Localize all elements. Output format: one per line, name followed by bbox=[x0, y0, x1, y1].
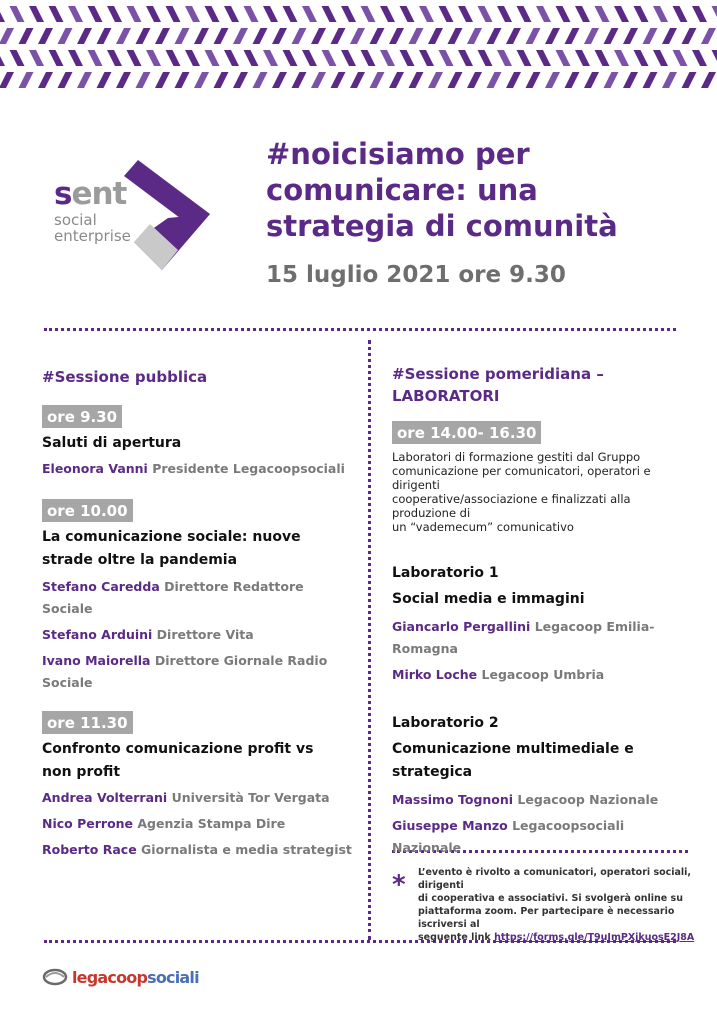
pattern-stroke bbox=[107, 6, 122, 22]
pattern-stroke bbox=[311, 72, 326, 88]
registration-link[interactable]: https://forms.gle/T9uJmPXjkuosE2J8A bbox=[494, 932, 695, 943]
pattern-stroke bbox=[49, 6, 64, 22]
pattern-stroke bbox=[244, 6, 259, 22]
pattern-stroke bbox=[556, 6, 571, 22]
pattern-stroke bbox=[38, 72, 53, 88]
pattern-stroke bbox=[545, 72, 560, 88]
time-label: ore 9.30 bbox=[42, 405, 122, 428]
pattern-stroke bbox=[448, 72, 463, 88]
public-session-heading: #Sessione pubblica bbox=[42, 368, 208, 386]
pattern-stroke bbox=[682, 72, 697, 88]
pattern-stroke bbox=[77, 72, 92, 88]
page-title bbox=[266, 136, 686, 244]
pattern-stroke bbox=[517, 50, 532, 66]
pattern-stroke bbox=[224, 6, 239, 22]
pattern-stroke bbox=[634, 50, 649, 66]
pattern-stroke bbox=[487, 72, 502, 88]
pattern-stroke bbox=[322, 50, 337, 66]
pattern-stroke bbox=[526, 72, 541, 88]
pattern-stroke bbox=[643, 72, 658, 88]
pattern-stroke bbox=[19, 72, 34, 88]
pattern-stroke bbox=[370, 28, 385, 44]
pattern-stroke bbox=[272, 28, 287, 44]
pattern-stroke bbox=[536, 50, 551, 66]
pattern-stroke bbox=[233, 28, 248, 44]
speaker: Stefano Caredda Direttore Redattore Sociale bbox=[42, 579, 304, 616]
pattern-stroke bbox=[380, 6, 395, 22]
pattern-stroke bbox=[194, 72, 209, 88]
lab-label: Laboratorio 2 bbox=[392, 715, 499, 731]
pattern-stroke bbox=[331, 28, 346, 44]
logo-enterprise-text: enterprise bbox=[54, 227, 131, 245]
pattern-stroke bbox=[155, 72, 170, 88]
pattern-stroke bbox=[409, 72, 424, 88]
event-date: 15 luglio 2021 ore 9.30 bbox=[266, 262, 566, 288]
talk-title: La comunicazione sociale: nuove strade oltre la pandemia bbox=[42, 529, 301, 568]
session-block bbox=[42, 499, 362, 694]
pattern-stroke bbox=[682, 28, 697, 44]
pattern-stroke bbox=[478, 6, 493, 22]
pattern-stroke bbox=[653, 6, 668, 22]
top-divider bbox=[44, 328, 676, 331]
speaker: Roberto Race Giornalista e media strategist bbox=[42, 842, 352, 857]
afternoon-session bbox=[392, 363, 692, 859]
pattern-stroke bbox=[526, 28, 541, 44]
pattern-stroke bbox=[604, 72, 619, 88]
labs-description: Laboratori di formazione gestiti dal Gruppo comunicazione per comunicatori, operatori e dirigenti cooperative/associazione e finalizzati alla produzione di un “vademecum” comunicativo bbox=[392, 450, 651, 534]
pattern-stroke bbox=[107, 50, 122, 66]
pattern-stroke bbox=[517, 6, 532, 22]
logo-social-text: social bbox=[54, 211, 97, 229]
pattern-stroke bbox=[29, 50, 44, 66]
pattern-stroke bbox=[88, 50, 103, 66]
public-session bbox=[42, 366, 362, 861]
lab-title: Social media e immagini bbox=[392, 591, 585, 607]
pattern-stroke bbox=[283, 6, 298, 22]
pattern-stroke bbox=[136, 28, 151, 44]
pattern-stroke bbox=[49, 50, 64, 66]
pattern-stroke bbox=[68, 6, 83, 22]
pattern-stroke bbox=[127, 50, 142, 66]
pattern-stroke bbox=[116, 72, 131, 88]
speaker: Giuseppe Manzo Legacoopsociali Nazionale bbox=[392, 818, 625, 855]
pattern-stroke bbox=[263, 50, 278, 66]
decorative-chevron-pattern bbox=[0, 0, 717, 96]
lab-block bbox=[392, 562, 692, 686]
pattern-stroke bbox=[712, 50, 717, 66]
speaker: Massimo Tognoni Legacoop Nazionale bbox=[392, 792, 659, 807]
event-note: L’evento è rivolto a comunicatori, operatori sociali, dirigenti di cooperativa e associativi. Si svolgerà online su piattaforma zoom. Per partecipare è necessario iscriversi al seguente link https://forms.gle/T9uJmPXjkuosE2J8A bbox=[418, 867, 695, 943]
legacoopsociali-logo: legacoopsociali bbox=[42, 966, 199, 988]
pattern-stroke bbox=[653, 50, 668, 66]
pattern-stroke bbox=[662, 72, 677, 88]
pattern-stroke bbox=[185, 6, 200, 22]
pattern-stroke bbox=[595, 50, 610, 66]
legacoop-logo-icon bbox=[42, 967, 68, 987]
pattern-stroke bbox=[185, 50, 200, 66]
asterisk-icon: * bbox=[392, 870, 406, 900]
pattern-stroke bbox=[439, 6, 454, 22]
pattern-stroke bbox=[214, 72, 229, 88]
pattern-stroke bbox=[341, 6, 356, 22]
pattern-stroke bbox=[419, 50, 434, 66]
pattern-stroke bbox=[662, 28, 677, 44]
pattern-stroke bbox=[205, 6, 220, 22]
lab-label: Laboratorio 1 bbox=[392, 565, 499, 581]
pattern-stroke bbox=[497, 6, 512, 22]
pattern-stroke bbox=[380, 50, 395, 66]
lab-block bbox=[392, 712, 692, 859]
pattern-stroke bbox=[467, 72, 482, 88]
pattern-stroke bbox=[155, 28, 170, 44]
pattern-stroke bbox=[536, 6, 551, 22]
pattern-stroke bbox=[97, 28, 112, 44]
pattern-stroke bbox=[448, 28, 463, 44]
pattern-stroke bbox=[400, 6, 415, 22]
pattern-stroke bbox=[175, 28, 190, 44]
talk-title: Saluti di apertura bbox=[42, 435, 182, 451]
pattern-stroke bbox=[692, 50, 707, 66]
pattern-stroke bbox=[136, 72, 151, 88]
pattern-stroke bbox=[0, 50, 5, 66]
pattern-stroke bbox=[10, 50, 25, 66]
pattern-stroke bbox=[673, 50, 688, 66]
pattern-stroke bbox=[263, 6, 278, 22]
pattern-stroke bbox=[643, 28, 658, 44]
pattern-stroke bbox=[497, 50, 512, 66]
lab-title: Comunicazione multimediale e strategica bbox=[392, 741, 634, 780]
pattern-stroke bbox=[565, 28, 580, 44]
pattern-stroke bbox=[487, 28, 502, 44]
title-line-3: strategia di comunità bbox=[266, 209, 618, 243]
pattern-stroke bbox=[146, 6, 161, 22]
time-label: ore 10.00 bbox=[42, 499, 133, 522]
pattern-stroke bbox=[127, 6, 142, 22]
pattern-stroke bbox=[623, 28, 638, 44]
pattern-stroke bbox=[322, 6, 337, 22]
pattern-stroke bbox=[58, 72, 73, 88]
speaker: Mirko Loche Legacoop Umbria bbox=[392, 667, 605, 682]
pattern-stroke bbox=[194, 28, 209, 44]
pattern-stroke bbox=[292, 28, 307, 44]
pattern-stroke bbox=[58, 28, 73, 44]
pattern-stroke bbox=[214, 28, 229, 44]
pattern-stroke bbox=[419, 6, 434, 22]
column-divider bbox=[368, 340, 371, 940]
pattern-stroke bbox=[634, 6, 649, 22]
pattern-stroke bbox=[458, 6, 473, 22]
pattern-stroke bbox=[556, 50, 571, 66]
pattern-stroke bbox=[77, 28, 92, 44]
pattern-stroke bbox=[458, 50, 473, 66]
pattern-stroke bbox=[311, 28, 326, 44]
pattern-stroke bbox=[233, 72, 248, 88]
title-line-1: #noicisiamo per bbox=[266, 137, 530, 171]
pattern-stroke bbox=[428, 28, 443, 44]
pattern-stroke bbox=[272, 72, 287, 88]
pattern-stroke bbox=[604, 28, 619, 44]
pattern-stroke bbox=[116, 28, 131, 44]
pattern-stroke bbox=[361, 6, 376, 22]
pattern-stroke bbox=[409, 28, 424, 44]
speaker: Andrea Volterrani Università Tor Vergata bbox=[42, 790, 330, 805]
speaker: Giancarlo Pergallini Legacoop Emilia- Romagna bbox=[392, 619, 655, 656]
talk-title: Confronto comunicazione profit vs non profit bbox=[42, 741, 314, 780]
pattern-stroke bbox=[389, 28, 404, 44]
pattern-stroke bbox=[692, 6, 707, 22]
pattern-stroke bbox=[302, 6, 317, 22]
pattern-stroke bbox=[701, 72, 716, 88]
pattern-stroke bbox=[19, 28, 34, 44]
pattern-stroke bbox=[439, 50, 454, 66]
pattern-stroke bbox=[361, 50, 376, 66]
pattern-stroke bbox=[575, 50, 590, 66]
pattern-stroke bbox=[545, 28, 560, 44]
pattern-stroke bbox=[389, 72, 404, 88]
time-label: ore 11.30 bbox=[42, 711, 133, 734]
pattern-stroke bbox=[341, 50, 356, 66]
speaker: Nico Perrone Agenzia Stampa Dire bbox=[42, 816, 286, 831]
pattern-stroke bbox=[350, 72, 365, 88]
pattern-stroke bbox=[331, 72, 346, 88]
session-block bbox=[42, 405, 362, 480]
pattern-stroke bbox=[614, 6, 629, 22]
afternoon-session-heading: #Sessione pomeridiana – LABORATORI bbox=[392, 365, 604, 405]
pattern-stroke bbox=[595, 6, 610, 22]
pattern-stroke bbox=[292, 72, 307, 88]
pattern-stroke bbox=[175, 72, 190, 88]
pattern-stroke bbox=[205, 50, 220, 66]
pattern-stroke bbox=[584, 28, 599, 44]
pattern-stroke bbox=[506, 28, 521, 44]
pattern-stroke bbox=[166, 50, 181, 66]
pattern-stroke bbox=[253, 28, 268, 44]
pattern-stroke bbox=[146, 50, 161, 66]
pattern-stroke bbox=[38, 28, 53, 44]
pattern-stroke bbox=[0, 28, 14, 44]
pattern-stroke bbox=[584, 72, 599, 88]
speaker: Ivano Maiorella Direttore Giornale Radio Sociale bbox=[42, 653, 328, 690]
pattern-stroke bbox=[467, 28, 482, 44]
title-line-2: comunicare: una bbox=[266, 173, 538, 207]
pattern-stroke bbox=[428, 72, 443, 88]
pattern-stroke bbox=[575, 6, 590, 22]
pattern-stroke bbox=[253, 72, 268, 88]
pattern-stroke bbox=[68, 50, 83, 66]
pattern-stroke bbox=[565, 72, 580, 88]
pattern-stroke bbox=[0, 72, 14, 88]
pattern-stroke bbox=[623, 72, 638, 88]
pattern-stroke bbox=[166, 6, 181, 22]
pattern-stroke bbox=[88, 6, 103, 22]
pattern-stroke bbox=[29, 6, 44, 22]
pattern-stroke bbox=[506, 72, 521, 88]
pattern-stroke bbox=[283, 50, 298, 66]
session-block bbox=[42, 711, 362, 861]
pattern-stroke bbox=[10, 6, 25, 22]
speaker: Stefano Arduini Direttore Vita bbox=[42, 627, 254, 642]
pattern-stroke bbox=[97, 72, 112, 88]
pattern-stroke bbox=[614, 50, 629, 66]
pattern-stroke bbox=[701, 28, 716, 44]
speaker: Eleonora Vanni Presidente Legacoopsociali bbox=[42, 461, 345, 476]
pattern-stroke bbox=[0, 6, 5, 22]
pattern-stroke bbox=[673, 6, 688, 22]
pattern-stroke bbox=[712, 6, 717, 22]
logo-sent-text: sent bbox=[54, 176, 127, 212]
pattern-stroke bbox=[400, 50, 415, 66]
pattern-stroke bbox=[302, 50, 317, 66]
pattern-stroke bbox=[350, 28, 365, 44]
time-label: ore 14.00- 16.30 bbox=[392, 421, 541, 444]
pattern-stroke bbox=[478, 50, 493, 66]
pattern-stroke bbox=[224, 50, 239, 66]
pattern-stroke bbox=[244, 50, 259, 66]
pattern-stroke bbox=[370, 72, 385, 88]
